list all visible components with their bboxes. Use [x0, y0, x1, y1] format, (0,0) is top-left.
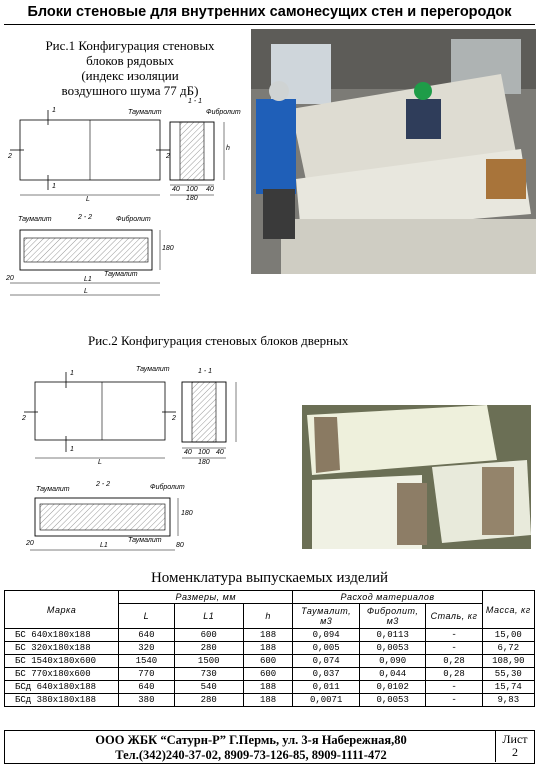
cell-fibrolit: 0,090: [359, 655, 426, 668]
company-info: [5, 733, 497, 763]
figure1-caption-line: воздушного шума 77 дБ): [61, 83, 199, 98]
fig1-label-fibrolit: Фибролит: [206, 109, 241, 116]
header-mark: Марка: [5, 591, 119, 629]
cell-taumalit: 0,005: [293, 642, 359, 655]
cell-mass: 108,90: [482, 655, 534, 668]
cell-steel: -: [426, 681, 482, 694]
fig2-section-22: 2 - 2: [96, 481, 111, 488]
cell-taumalit: 0,037: [293, 668, 359, 681]
cell-fibrolit: 0,0102: [359, 681, 426, 694]
cell-h: 188: [243, 694, 293, 707]
header-dims: Размеры, мм: [119, 591, 293, 604]
cell-L: 1540: [119, 655, 175, 668]
fig2-mark-1-bottom: 1: [70, 446, 74, 453]
fig2-mark-1-top: 1: [70, 370, 74, 377]
fig2-dim-L1: L1: [100, 542, 108, 549]
fig1-dim-h: h: [226, 145, 230, 152]
fig2-dim-80: 80: [176, 542, 184, 549]
table-row: [5, 629, 535, 642]
cell-h: 188: [243, 642, 293, 655]
figure1-caption: [10, 38, 250, 98]
figure2-caption: Рис.2 Конфигурация стеновых блоков дверных: [88, 333, 349, 348]
cell-taumalit: 0,074: [293, 655, 359, 668]
fig2-mark-2-right: 2: [172, 415, 176, 422]
fig2-mark-2-left: 2: [22, 415, 26, 422]
fig1-label-taumalit-3: Таумалит: [104, 271, 138, 278]
fig1-dim-20: 20: [6, 275, 14, 282]
cell-mass: 9,83: [482, 694, 534, 707]
cell-steel: -: [426, 642, 482, 655]
header-taumalit: Таумалит, м3: [293, 604, 359, 629]
cell-fibrolit: 0,0053: [359, 694, 426, 707]
figure1-caption-line: Рис.1 Конфигурация стеновых: [45, 38, 215, 53]
cell-h: 188: [243, 681, 293, 694]
fig1-dim-40a: 40: [172, 186, 180, 193]
cell-L: 770: [119, 668, 175, 681]
header-L1: L1: [174, 604, 243, 629]
cell-steel: -: [426, 694, 482, 707]
fig2-dim-40b: 40: [216, 449, 224, 456]
fig2-dim-100: 100: [198, 449, 210, 456]
cell-L: 380: [119, 694, 175, 707]
cell-mark: БС 640х180х188: [5, 629, 119, 642]
cell-h: 600: [243, 655, 293, 668]
fig1-section-11: 1 - 1: [188, 98, 203, 105]
fig1-mark-2-left: 2: [8, 153, 12, 160]
fig2-label-taumalit-3: Таумалит: [128, 537, 162, 544]
cell-mark: БС 320х180х188: [5, 642, 119, 655]
fig1-dim-100: 100: [186, 186, 198, 193]
figure1-caption-line: (индекс изоляции: [81, 68, 179, 83]
cell-h: 600: [243, 668, 293, 681]
table-row: [5, 655, 535, 668]
cell-L: 640: [119, 629, 175, 642]
fig1-dim-L1: L1: [84, 276, 92, 283]
table-row: [5, 694, 535, 707]
cell-mass: 55,30: [482, 668, 534, 681]
figure1-caption-line: блоков рядовых: [86, 53, 174, 68]
fig1-label-taumalit-2: Таумалит: [18, 216, 52, 223]
cell-mass: 6,72: [482, 642, 534, 655]
fig1-mark-1-top: 1: [52, 107, 56, 114]
cell-fibrolit: 0,0113: [359, 629, 426, 642]
cell-taumalit: 0,0071: [293, 694, 359, 707]
cell-L: 320: [119, 642, 175, 655]
figure1-drawings: [0, 95, 250, 305]
footer-title-block: [4, 730, 535, 764]
fig1-dim-40b: 40: [206, 186, 214, 193]
header-h: h: [243, 604, 293, 629]
header-L: L: [119, 604, 175, 629]
fig1-dim-180: 180: [186, 195, 198, 202]
cell-L1: 280: [174, 694, 243, 707]
fig2-label-taumalit-2: Таумалит: [36, 486, 70, 493]
figure2-drawings: [0, 360, 300, 560]
fig2-dim-20: 20: [26, 540, 34, 547]
fig1-dim-L-2: L: [84, 288, 88, 295]
fig2-dim-40a: 40: [184, 449, 192, 456]
cell-L: 640: [119, 681, 175, 694]
fig2-section-11: 1 - 1: [198, 368, 213, 375]
table-title: Номенклатура выпускаемых изделий: [150, 570, 389, 586]
fig1-mark-2-right: 2: [166, 153, 170, 160]
header-materials: Расход материалов: [293, 591, 482, 604]
fig1-section-22: 2 - 2: [78, 214, 93, 221]
table-row: [5, 681, 535, 694]
header-mass: Масса, кг: [482, 591, 534, 629]
fig2-label-taumalit: Таумалит: [136, 366, 170, 373]
fig2-label-fibrolit: Фибролит: [150, 484, 185, 491]
cell-steel: -: [426, 629, 482, 642]
construction-photo: [251, 29, 536, 274]
cell-L1: 730: [174, 668, 243, 681]
header-fibrolit: Фибролит, м3: [359, 604, 426, 629]
company-phones: Тел.(342)240-37-02, 8909-73-126-85, 8909-1111-472: [115, 748, 387, 762]
cell-h: 188: [243, 629, 293, 642]
fig1-dim-L: L: [86, 196, 90, 203]
table-row: [5, 642, 535, 655]
sheet-box: [495, 731, 534, 762]
fig1-mark-1-bottom: 1: [52, 183, 56, 190]
figure2-svg: [0, 360, 300, 560]
title-rule: [4, 24, 535, 25]
cell-fibrolit: 0,0053: [359, 642, 426, 655]
header-steel: Сталь, кг: [426, 604, 482, 629]
sheet-label: Лист: [502, 732, 528, 746]
cell-mass: 15,74: [482, 681, 534, 694]
cell-mass: 15,00: [482, 629, 534, 642]
nomenclature-table: [4, 590, 535, 707]
cell-mark: БС 770х180х600: [5, 668, 119, 681]
table-header-row: [5, 591, 535, 604]
cell-taumalit: 0,094: [293, 629, 359, 642]
cell-L1: 600: [174, 629, 243, 642]
cell-L1: 540: [174, 681, 243, 694]
table-row: [5, 668, 535, 681]
company-address: ООО ЖБК “Сатурн-Р” Г.Пермь, ул. 3-я Набережная,80: [95, 733, 407, 747]
cell-mark: БСд 380х180х188: [5, 694, 119, 707]
fig2-dim-L: L: [98, 459, 102, 466]
sheet-number: 2: [512, 745, 518, 759]
cell-mark: БСд 640х180х188: [5, 681, 119, 694]
cell-L1: 280: [174, 642, 243, 655]
cell-fibrolit: 0,044: [359, 668, 426, 681]
fig1-label-fibrolit-2: Фибролит: [116, 216, 151, 223]
fig2-dim-180-2: 180: [181, 510, 193, 517]
blocks-photo: [302, 405, 531, 549]
fig1-label-taumalit: Таумалит: [128, 109, 162, 116]
blocks-photo-svg: [302, 405, 531, 549]
fig2-dim-180: 180: [198, 459, 210, 466]
cell-steel: 0,28: [426, 655, 482, 668]
cell-taumalit: 0,011: [293, 681, 359, 694]
cell-steel: 0,28: [426, 668, 482, 681]
page-title: Блоки стеновые для внутренних самонесущих стен и перегородок: [27, 4, 512, 20]
construction-photo-svg: [251, 29, 536, 274]
fig1-dim-180-2: 180: [162, 245, 174, 252]
cell-mark: БС 1540х180х600: [5, 655, 119, 668]
cell-L1: 1500: [174, 655, 243, 668]
